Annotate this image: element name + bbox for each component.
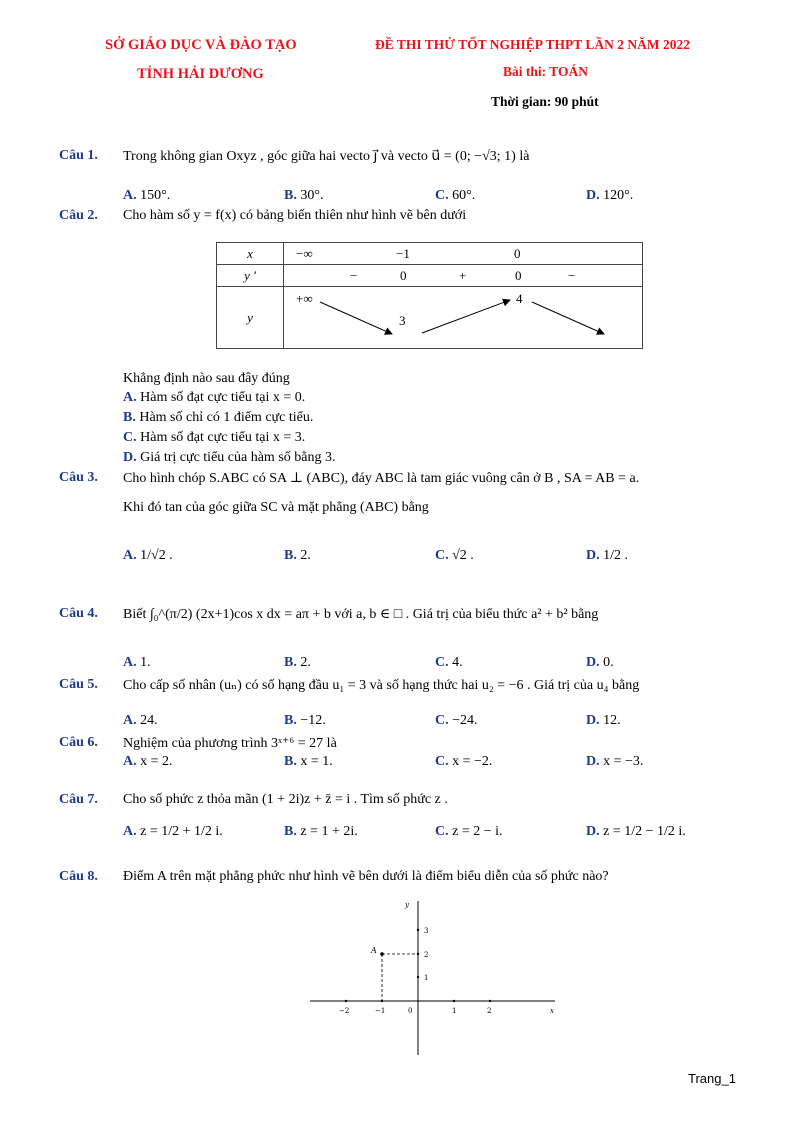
tick-mark <box>345 1000 347 1002</box>
question-number: Câu 3. <box>59 470 98 485</box>
question-number: Câu 4. <box>59 606 98 621</box>
sign: − <box>350 268 358 283</box>
option-d: D. z = 1/2 − 1/2 i. <box>586 824 686 839</box>
option-c: C. z = 2 − i. <box>435 824 503 839</box>
department-name: SỞ GIÁO DỤC VÀ ĐÀO TẠO <box>105 37 297 53</box>
x-tick-label: 1 <box>452 1007 457 1015</box>
question-number: Câu 8. <box>59 869 98 884</box>
exam-title: ĐỀ THI THỬ TỐT NGHIỆP THPT LẦN 2 NĂM 2022 <box>375 37 690 52</box>
question-number: Câu 2. <box>59 208 98 223</box>
tick-mark <box>381 1000 383 1002</box>
option-c: C. Hàm số đạt cực tiểu tại x = 3. <box>123 430 306 445</box>
option-d: D. Giá trị cực tiểu của hàm số bằng 3. <box>123 450 336 465</box>
option-a: A. x = 2. <box>123 754 173 769</box>
option-c: C. 4. <box>435 655 463 670</box>
complex-plane-figure <box>300 895 570 1057</box>
decrease-arrow <box>532 302 604 334</box>
sign: 0 <box>515 268 522 283</box>
y-axis-label: y <box>405 901 409 909</box>
sign: 0 <box>400 268 407 283</box>
option-a: A. 1. <box>123 655 151 670</box>
y-row-label: y <box>217 287 284 349</box>
variation-table <box>216 242 643 349</box>
option-b: B. 2. <box>284 548 311 563</box>
y-row-values <box>284 287 643 349</box>
question-text: Cho số phức z thỏa mãn (1 + 2i)z + z̄ = i . Tìm số phức z . <box>123 792 448 807</box>
x-tick-label: −2 <box>339 1007 350 1015</box>
y-tick-label: 3 <box>424 927 429 935</box>
option-b: B. x = 1. <box>284 754 333 769</box>
y-tick-label: 2 <box>424 951 429 959</box>
question-text: Cho cấp số nhân (uₙ) có số hạng đầu u₁ = 3 và số hạng thức hai u₂ = −6 . Giá trị của u₄ bằng <box>123 678 640 693</box>
option-c: C. x = −2. <box>435 754 493 769</box>
option-b: B. Hàm số chỉ có 1 điểm cực tiểu. <box>123 410 314 425</box>
integral-expression: ∫₀^(π/2) (2x+1)cos x dx = aπ + b <box>149 607 331 622</box>
question-text: Cho hàm số y = f(x) có bảng biến thiên như hình vẽ bên dưới <box>123 208 467 223</box>
exam-subject: Bài thi: TOÁN <box>503 64 589 79</box>
y-tick-label: 1 <box>424 974 429 982</box>
y-value: 4 <box>516 291 523 306</box>
question-number: Câu 1. <box>59 148 98 163</box>
tick-mark <box>453 1000 455 1002</box>
question-number: Câu 6. <box>59 735 98 750</box>
option-c: C. −24. <box>435 713 478 728</box>
option-a: A. z = 1/2 + 1/2 i. <box>123 824 223 839</box>
text-pre: Biết <box>123 607 147 622</box>
tick-mark <box>417 953 419 955</box>
option-d: D. 1/2 . <box>586 548 629 563</box>
question-text <box>123 606 598 623</box>
option-a: A. 150°. <box>123 188 171 203</box>
x-value: 0 <box>514 246 521 261</box>
question-statement: Khẳng định nào sau đây đúng <box>123 371 290 386</box>
x-value: −∞ <box>296 246 313 261</box>
option-d: D. 0. <box>586 655 614 670</box>
point-a <box>380 952 384 956</box>
x-tick-label: 0 <box>408 1007 413 1015</box>
x-row-label: x <box>217 243 284 265</box>
question-text: Cho hình chóp S.ABC có SA ⊥ (ABC), đáy ABC là tam giác vuông cân ở B , SA = AB = a. <box>123 471 640 486</box>
option-a: A. 24. <box>123 713 158 728</box>
increase-arrow <box>422 300 510 333</box>
x-tick-label: −1 <box>375 1007 386 1015</box>
text-post: với a, b ∈ □ . Giá trị của biểu thức a² + b² bằng <box>334 607 599 622</box>
option-d: D. 120°. <box>586 188 634 203</box>
point-a-label: A <box>371 946 377 955</box>
x-tick-label: 2 <box>487 1007 492 1015</box>
question-number: Câu 7. <box>59 792 98 807</box>
sign: + <box>459 268 467 283</box>
question-text: Nghiệm của phương trình 3ˣ⁺⁶ = 27 là <box>123 736 337 751</box>
option-a: A. 1/√2 . <box>123 548 173 563</box>
question-text: Điểm A trên mặt phẳng phức như hình vẽ bên dưới là điểm biểu diễn của số phức nào? <box>123 869 609 884</box>
option-c: C. 60°. <box>435 188 476 203</box>
tick-mark <box>417 976 419 978</box>
yprime-row-values <box>284 265 643 287</box>
y-value: 3 <box>399 313 406 328</box>
sign: − <box>568 268 576 283</box>
province-name: TỈNH HẢI DƯƠNG <box>137 66 264 82</box>
x-value: −1 <box>396 246 410 261</box>
yprime-row-label: y ' <box>217 265 284 287</box>
decrease-arrow <box>320 302 392 334</box>
exam-time: Thời gian: 90 phút <box>491 94 599 109</box>
option-b: B. 30°. <box>284 188 324 203</box>
option-b: B. 2. <box>284 655 311 670</box>
question-text-2: Khi đó tan của góc giữa SC và mặt phẳng (ABC) bằng <box>123 500 429 515</box>
question-number: Câu 5. <box>59 677 98 692</box>
option-d: D. x = −3. <box>586 754 644 769</box>
y-value: +∞ <box>296 291 313 306</box>
page-number: Trang_1 <box>688 1071 736 1086</box>
question-text: Trong không gian Oxyz , góc giữa hai vecto j⃗ và vecto u⃗ = (0; −√3; 1) là <box>123 149 530 164</box>
variation-arrows <box>284 287 642 349</box>
option-a: A. Hàm số đạt cực tiểu tại x = 0. <box>123 390 306 405</box>
tick-mark <box>417 929 419 931</box>
tick-mark <box>489 1000 491 1002</box>
x-axis-label: x <box>550 1007 554 1015</box>
x-row-values <box>284 243 643 265</box>
option-b: B. −12. <box>284 713 326 728</box>
option-c: C. √2 . <box>435 548 474 563</box>
option-d: D. 12. <box>586 713 621 728</box>
option-b: B. z = 1 + 2i. <box>284 824 358 839</box>
